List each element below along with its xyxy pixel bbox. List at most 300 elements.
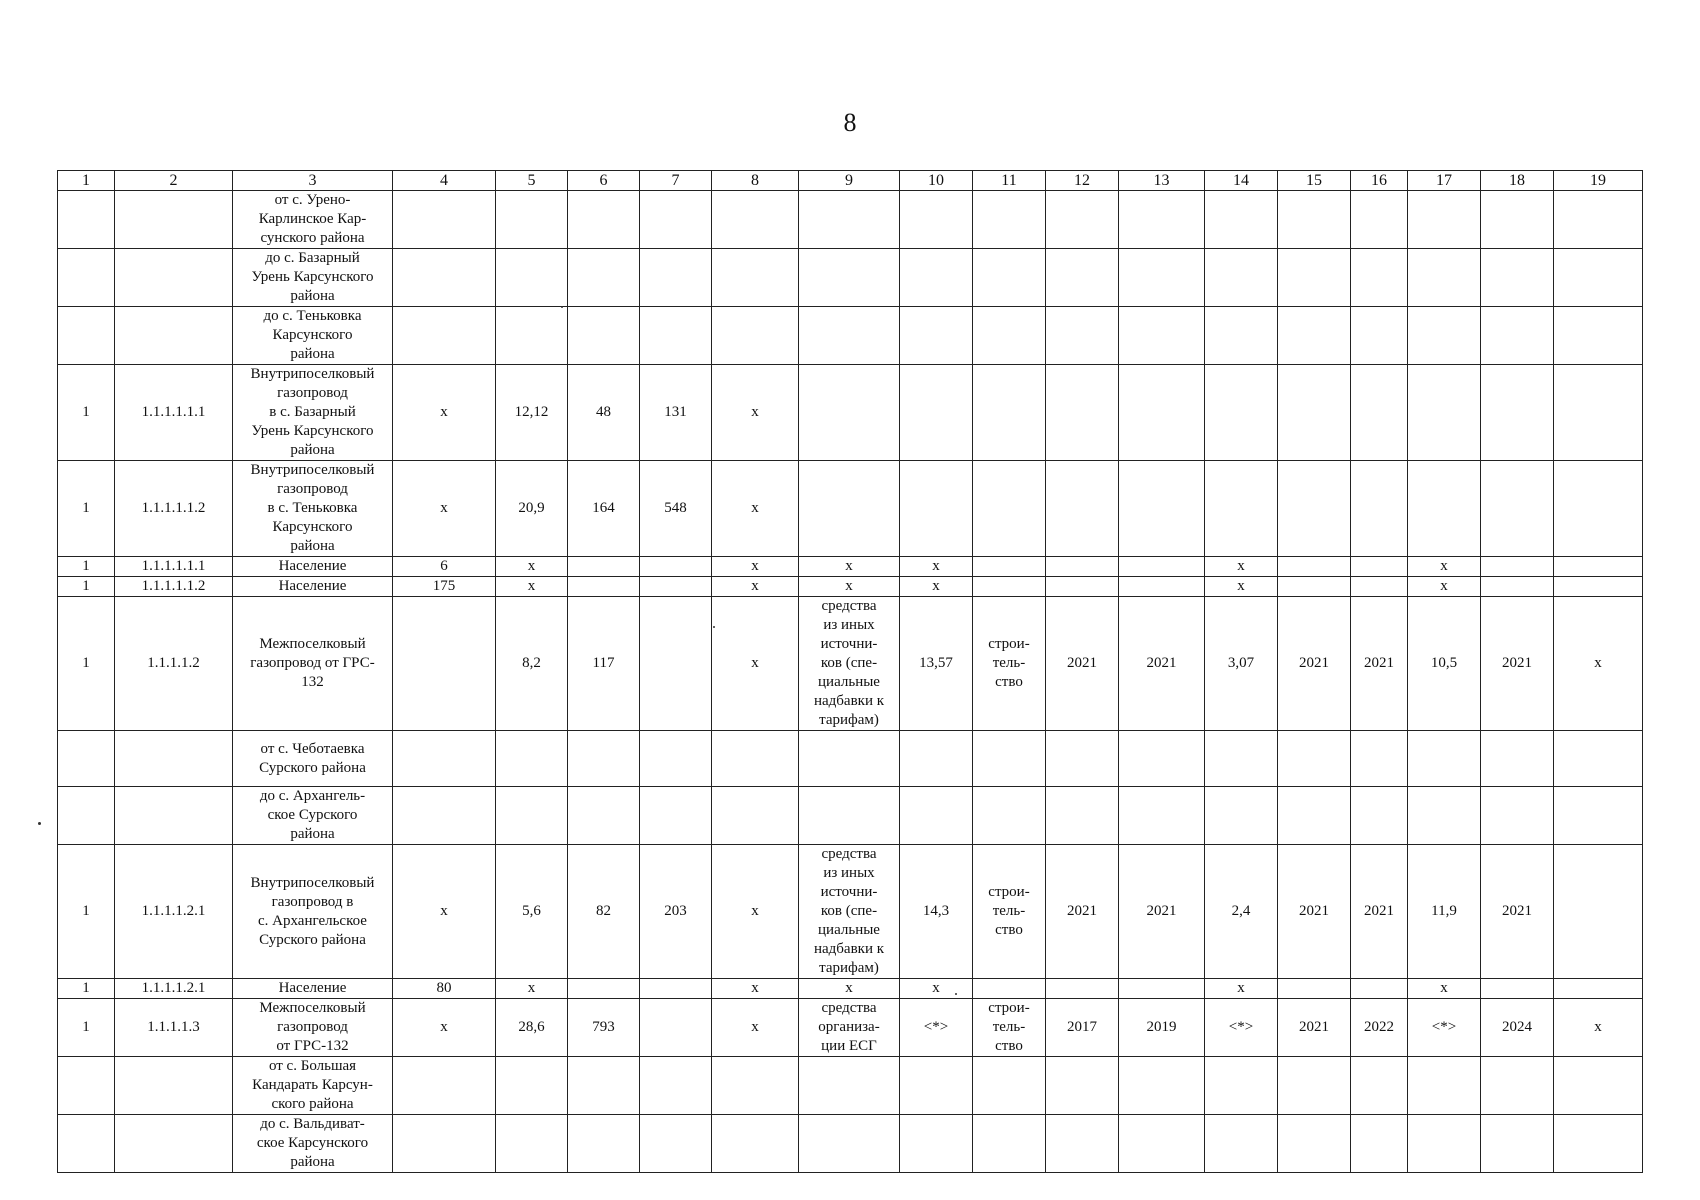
table-cell [640,731,712,787]
table-cell [973,249,1046,307]
table-cell: 3,07 [1205,597,1278,731]
table-cell: 1.1.1.1.1.1 [115,557,233,577]
table-cell [1119,787,1205,845]
table-cell [115,787,233,845]
table-cell [115,191,233,249]
table-cell [1046,1115,1119,1173]
table-cell [1119,731,1205,787]
table-cell [1554,365,1643,461]
table-cell: х [900,577,973,597]
table-cell [58,191,115,249]
table-cell [1481,557,1554,577]
table-cell [1481,307,1554,365]
table-cell: Внутрипоселковый газопровод в с. Базарный Урень Карсунского района [233,365,393,461]
column-header: 16 [1351,171,1408,191]
table-cell [1278,249,1351,307]
column-header: 7 [640,171,712,191]
table-cell [568,557,640,577]
table-cell: 164 [568,461,640,557]
table-cell: х [1205,557,1278,577]
table-cell: средства из иных источни- ков (спе- циальные надбавки к тарифам) [799,845,900,979]
table-cell [1119,307,1205,365]
table-cell [1046,577,1119,597]
table-cell [900,249,973,307]
table-cell: х [1408,577,1481,597]
column-header: 19 [1554,171,1643,191]
table-cell: 1.1.1.1.1.1 [115,365,233,461]
table-cell [712,307,799,365]
table-cell [1046,557,1119,577]
table-cell [1278,307,1351,365]
table-row [58,577,1643,597]
table-row [58,999,1643,1057]
table-cell: 1 [58,999,115,1057]
table-cell [640,307,712,365]
table-cell: 1.1.1.1.1.2 [115,577,233,597]
table-cell [1554,1057,1643,1115]
table-cell [1408,249,1481,307]
table-cell [1119,577,1205,597]
table-cell: 8,2 [496,597,568,731]
table-cell [799,787,900,845]
table-cell [1046,979,1119,999]
table-cell [900,787,973,845]
table-cell [1278,365,1351,461]
table-cell [1205,249,1278,307]
table-cell [1351,731,1408,787]
table-cell [973,557,1046,577]
table-cell: до с. Вальдиват- ское Карсунского района [233,1115,393,1173]
table-cell [1408,787,1481,845]
table-cell: х [712,979,799,999]
table-cell: средства организа- ции ЕСГ [799,999,900,1057]
table-cell: х [393,365,496,461]
table-cell: х [799,979,900,999]
table-cell: х [712,597,799,731]
table-cell [1205,461,1278,557]
table-cell [1481,461,1554,557]
table-cell: х [712,577,799,597]
table-cell [640,787,712,845]
table-cell [973,1057,1046,1115]
table-cell [799,249,900,307]
table-cell: х [393,845,496,979]
table-cell: 2021 [1481,597,1554,731]
table-cell [900,307,973,365]
table-cell [1481,577,1554,597]
table-cell: 2021 [1278,597,1351,731]
table-cell: 2022 [1351,999,1408,1057]
table-cell [1554,557,1643,577]
table-cell [799,731,900,787]
table-cell: х [799,577,900,597]
table-cell [973,979,1046,999]
stray-mark [561,306,563,308]
table-cell: х [1205,577,1278,597]
table-cell: х [496,557,568,577]
table-cell [1554,1115,1643,1173]
table-cell [640,999,712,1057]
table-cell: <*> [1205,999,1278,1057]
table-cell [1481,787,1554,845]
table-cell [1351,557,1408,577]
table-cell: 117 [568,597,640,731]
table-cell [712,1115,799,1173]
table-cell: 175 [393,577,496,597]
column-header: 2 [115,171,233,191]
table-cell: 2021 [1351,845,1408,979]
table-row [58,191,1643,249]
table-cell: 2019 [1119,999,1205,1057]
table-cell: 2021 [1046,597,1119,731]
table-cell [1408,1057,1481,1115]
table-cell [1408,1115,1481,1173]
table-cell [1351,1115,1408,1173]
table-cell: строи- тель- ство [973,845,1046,979]
table-cell: х [712,845,799,979]
table-cell: от с. Урено- Карлинское Кар- сунского района [233,191,393,249]
table-cell [1408,191,1481,249]
table-cell [1554,461,1643,557]
table-cell: Население [233,979,393,999]
table-cell [712,731,799,787]
table-cell: 2024 [1481,999,1554,1057]
table-cell [799,191,900,249]
stray-mark [38,822,41,825]
table-cell: 1.1.1.1.2.1 [115,845,233,979]
table-cell [900,1115,973,1173]
table-cell: от с. Чеботаевка Сурского района [233,731,393,787]
table-cell [568,191,640,249]
table-cell: х [799,557,900,577]
table-cell: х [1408,979,1481,999]
table-cell [1278,787,1351,845]
table-cell: 14,3 [900,845,973,979]
table-cell: х [1408,557,1481,577]
page-number: 8 [843,108,857,137]
table-cell [393,191,496,249]
table-cell: 11,9 [1408,845,1481,979]
table-cell [1046,461,1119,557]
table-cell: 1.1.1.1.2.1 [115,979,233,999]
table-cell [1046,307,1119,365]
table-cell: 1 [58,597,115,731]
table-row [58,845,1643,979]
table-cell [393,731,496,787]
table-cell [1408,461,1481,557]
column-header: 15 [1278,171,1351,191]
table-cell: х [1554,597,1643,731]
table-cell [1481,731,1554,787]
table-cell [1278,461,1351,557]
column-header: 13 [1119,171,1205,191]
table-cell [1119,365,1205,461]
table-cell [973,731,1046,787]
table-cell [640,191,712,249]
table-cell: 2021 [1481,845,1554,979]
column-header: 8 [712,171,799,191]
table-row [58,1057,1643,1115]
table-cell [1554,845,1643,979]
column-header: 3 [233,171,393,191]
table-cell [1481,365,1554,461]
table-cell: х [496,577,568,597]
table-cell [496,191,568,249]
table-cell [115,249,233,307]
table-cell: Межпоселковый газопровод от ГРС- 132 [233,597,393,731]
table-cell: до с. Теньковка Карсунского района [233,307,393,365]
table-cell: Внутрипоселковый газопровод в с. Теньковка Карсунского района [233,461,393,557]
table-cell: х [393,461,496,557]
table-cell [115,1057,233,1115]
table-cell: 1 [58,461,115,557]
table-cell [496,731,568,787]
table-cell [393,307,496,365]
table-cell [568,787,640,845]
table-cell [1278,731,1351,787]
table-cell [1554,787,1643,845]
table-cell [973,577,1046,597]
column-header: 10 [900,171,973,191]
table-cell [1481,1057,1554,1115]
table-cell [568,979,640,999]
table-cell [1046,191,1119,249]
table-cell: 28,6 [496,999,568,1057]
table-cell [496,307,568,365]
table-cell [973,191,1046,249]
table-cell: 793 [568,999,640,1057]
stray-mark [713,626,715,628]
table-cell: х [900,979,973,999]
table-cell: 548 [640,461,712,557]
table-cell: 48 [568,365,640,461]
table-cell [973,461,1046,557]
table-cell [1481,979,1554,999]
table-cell [58,731,115,787]
table-cell: 82 [568,845,640,979]
column-header: 1 [58,171,115,191]
table-cell [1205,731,1278,787]
table-row [58,731,1643,787]
table-cell [1205,787,1278,845]
table-cell [1351,461,1408,557]
table-row [58,365,1643,461]
table-cell [568,1115,640,1173]
table-cell: 2021 [1119,845,1205,979]
table-cell: 2021 [1351,597,1408,731]
column-header: 14 [1205,171,1278,191]
table-cell: 10,5 [1408,597,1481,731]
table-cell: 1 [58,365,115,461]
table-cell [1351,979,1408,999]
column-header: 6 [568,171,640,191]
table-cell: х [496,979,568,999]
table-cell [568,731,640,787]
table-cell [393,249,496,307]
table-cell: 2021 [1278,845,1351,979]
table-cell [1119,557,1205,577]
table-cell [568,577,640,597]
table-cell [393,787,496,845]
table-cell: 6 [393,557,496,577]
table-cell: х [900,557,973,577]
table-cell [1278,191,1351,249]
table-cell [1351,365,1408,461]
table-cell: до с. Базарный Урень Карсунского района [233,249,393,307]
table-cell [393,597,496,731]
table-cell [1351,191,1408,249]
table-cell [58,307,115,365]
table-cell: 1 [58,845,115,979]
table-cell: Межпоселковый газопровод от ГРС-132 [233,999,393,1057]
table-cell: 1 [58,979,115,999]
table-cell [496,1115,568,1173]
table-cell [799,365,900,461]
table-cell [58,787,115,845]
table-cell [58,1057,115,1115]
table-cell: строи- тель- ство [973,999,1046,1057]
table-cell: х [712,365,799,461]
table-cell: средства из иных источни- ков (спе- циальные надбавки к тарифам) [799,597,900,731]
table-cell [1481,1115,1554,1173]
table-cell [1481,249,1554,307]
table-cell [1351,307,1408,365]
table-cell: 12,12 [496,365,568,461]
table-cell: Население [233,557,393,577]
table-cell [712,249,799,307]
table-cell [1408,731,1481,787]
table-cell [1554,249,1643,307]
table-cell [900,191,973,249]
table-cell [496,249,568,307]
table-cell [568,307,640,365]
table-cell: х [712,999,799,1057]
table-cell [1278,979,1351,999]
table-cell [1119,979,1205,999]
table-cell [1351,1057,1408,1115]
table-cell [1554,731,1643,787]
table-cell: 2021 [1119,597,1205,731]
table-cell [973,787,1046,845]
table-cell [900,731,973,787]
table-cell [1205,365,1278,461]
table-cell [568,249,640,307]
table-cell: 1.1.1.1.2 [115,597,233,731]
table-cell: строи- тель- ство [973,597,1046,731]
table-cell [712,191,799,249]
table-cell: х [712,461,799,557]
table-cell: 2,4 [1205,845,1278,979]
column-header: 9 [799,171,900,191]
column-header: 4 [393,171,496,191]
table-cell [1205,307,1278,365]
column-header: 12 [1046,171,1119,191]
table-cell [640,1057,712,1115]
table-cell: 2021 [1046,845,1119,979]
table-cell [799,461,900,557]
table-cell [115,731,233,787]
table-row [58,979,1643,999]
table-cell [900,461,973,557]
table-cell: х [712,557,799,577]
table-cell: <*> [900,999,973,1057]
table-cell: 1 [58,577,115,597]
table-cell [1278,557,1351,577]
table-cell [973,1115,1046,1173]
table-row [58,461,1643,557]
table-cell: х [1205,979,1278,999]
table-cell [640,249,712,307]
table-cell [640,557,712,577]
table-cell [393,1115,496,1173]
table-cell [1554,191,1643,249]
column-header: 5 [496,171,568,191]
table-cell [1278,577,1351,597]
table-cell: <*> [1408,999,1481,1057]
table-cell [1554,307,1643,365]
stray-mark [955,993,957,995]
table-cell [799,1115,900,1173]
table-cell [973,365,1046,461]
table-cell [58,1115,115,1173]
table-cell: Внутрипоселковый газопровод в с. Архангельское Сурского района [233,845,393,979]
table-cell [799,307,900,365]
table-cell: 1 [58,557,115,577]
table-cell: 203 [640,845,712,979]
table-cell: 2017 [1046,999,1119,1057]
table-cell [1351,577,1408,597]
table-cell: от с. Большая Кандарать Карсун- ского района [233,1057,393,1115]
table-cell [1119,461,1205,557]
table-cell [640,597,712,731]
table-cell [393,1057,496,1115]
table-cell [568,1057,640,1115]
table-cell [496,1057,568,1115]
table-cell: х [1554,999,1643,1057]
table-cell [900,1057,973,1115]
table-cell [1119,1115,1205,1173]
data-table [57,170,1643,1173]
table-cell [1408,365,1481,461]
table-cell [1046,249,1119,307]
table-cell: 1.1.1.1.3 [115,999,233,1057]
table-cell: 1.1.1.1.1.2 [115,461,233,557]
table-cell: 80 [393,979,496,999]
table-cell: до с. Архангель- ское Сурского района [233,787,393,845]
table-cell [1554,979,1643,999]
table-cell [1046,365,1119,461]
table-row [58,597,1643,731]
table-cell: 5,6 [496,845,568,979]
table-cell [115,307,233,365]
table-row [58,1115,1643,1173]
table-cell [1119,249,1205,307]
header-row [58,171,1643,191]
column-header: 11 [973,171,1046,191]
table-cell [1351,787,1408,845]
table-cell [1046,731,1119,787]
table-cell [1481,191,1554,249]
table-cell [640,1115,712,1173]
table-cell [712,1057,799,1115]
table-cell [1408,307,1481,365]
table-row [58,787,1643,845]
table-cell: Население [233,577,393,597]
table-cell [1278,1057,1351,1115]
table-cell [1554,577,1643,597]
table-row [58,307,1643,365]
table-cell [496,787,568,845]
